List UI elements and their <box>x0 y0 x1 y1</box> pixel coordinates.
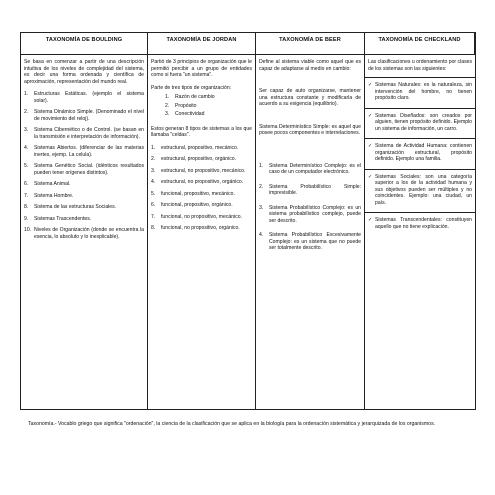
list-item: 6. Sistema Animal. <box>24 181 71 188</box>
jordan-cells-list <box>151 145 252 232</box>
checkland-intro: Las clasificaciones u ordenamiento por clases de los sistemas son las siguientes: <box>368 59 472 72</box>
divider <box>365 212 475 213</box>
list-item: ✓ Sistema de Actividad Humana: contienen organización estructural, propósito definido. Ejemplo una familia. <box>368 143 472 163</box>
list-item: 4. Sistemas Abiertos. (diferenciar de las materias inertes, ejemp. La celula). <box>24 145 144 158</box>
list-item: 1. Estructuras Estáticas. (ejemplo el sistema solar). <box>24 91 144 104</box>
jordan-types-list <box>165 94 252 118</box>
list-item: 9. Sistemas Trascendentes. <box>24 215 92 222</box>
list-item: ✓ Sistemas Sociales: son una categoría superior a los de la actividad humana y sus objetivos pueden ser múltiples y no coincidentes. Ejemplo: una ciudad, un país. <box>368 173 472 206</box>
column-jordan <box>148 55 256 409</box>
boulding-intro: Se basa en comenzar a partir de una descripción intuitiva de los niveles de complejidad del sistema, es decir una forma ordenada y científica de aproximación, representación del mundo real. <box>24 59 144 85</box>
list-item: 8. funcional, no propositivo, orgánico. <box>151 225 240 232</box>
list-item: 2. Propósito <box>165 102 197 109</box>
divider <box>365 108 475 109</box>
list-item: ✓ Sistemas Transcendentales: constituyen aquello que no tiene explicación. <box>368 217 472 230</box>
list-item: 1. Razón de cambio <box>165 94 215 101</box>
boulding-list <box>24 91 144 240</box>
checkmark-icon: ✓ <box>368 82 373 89</box>
beer-list <box>259 163 361 252</box>
list-item: 2. Sistema Probabilístico Simple: imprevisible. <box>259 183 361 197</box>
list-item: 3. Sistema Probabilístico Complejo: es un sistema probabilístico complejo, puede ser descrito. <box>259 204 361 224</box>
divider <box>365 169 475 170</box>
checkmark-icon: ✓ <box>368 173 373 180</box>
list-item: 2. Sistema Dinámico Simple. (Denominado el nivel de movimiento del reloj). <box>24 109 144 122</box>
checkmark-icon: ✓ <box>368 112 373 119</box>
header-boulding: TAXONOMÍA DE BOULDING <box>21 33 148 55</box>
list-item: 2. estructural, propositivo, orgánico. <box>151 156 237 163</box>
list-item: ✓ Sistemas Naturales: es la naturaleza, sin intervención del hombre, no tienen propósito claro. <box>368 82 472 102</box>
taxonomy-table <box>20 32 476 410</box>
header-beer: TAXONOMÍA DE BEER <box>256 33 365 55</box>
checkmark-icon: ✓ <box>368 217 373 224</box>
jordan-intro-types: Parte de tres tipos de organización: <box>151 84 232 91</box>
list-item: 8. Sistema de las estructuras Sociales. <box>24 204 117 211</box>
list-item: 3. Conectividad <box>165 111 205 118</box>
list-item: 4. Sistema Probabilístico Excesivamente Complejo: es un sistema que no puede ser totalmente descrito. <box>259 232 361 252</box>
divider <box>365 77 475 78</box>
list-item: ✓ Sistemas Diseñados: son creados por alguien, tienen propósito definido. Ejemplo un sistema de información, un carro. <box>368 112 472 132</box>
footnote-definition: Taxonomía.- Vocablo griego que significa "ordenación", la ciencia de la clasificación que se aplica en la biología para la ordenación sistemática y jerarquizada de los organismos. <box>28 421 436 427</box>
beer-intro: Define al sistema viable como aquel que es capaz de adaptarse al medio en cambio: <box>259 59 361 72</box>
header-checkland: TAXONOMÍA DE CHECKLAND <box>365 33 475 55</box>
jordan-intro: Partió de 3 principios de organización que le permitió percibir a un grupo de entidades como si fuera "un sistema". <box>151 59 252 79</box>
column-checkland <box>365 55 475 409</box>
list-item: 10. Niveles de Organización (donde se encuentra la esencia, lo absoluto y lo inexplicable). <box>24 227 144 240</box>
list-item: 5. funcional, propositivo, mecánico. <box>151 190 235 197</box>
header-jordan: TAXONOMÍA DE JORDAN <box>148 33 256 55</box>
column-boulding <box>21 55 148 409</box>
checkmark-icon: ✓ <box>368 143 373 150</box>
list-item: 6. funcional, propositivo, orgánico. <box>151 202 233 209</box>
list-item: 5. Sistema Genético Social. (idénticos resultados pueden tener orígenes distintos). <box>24 163 144 176</box>
list-item: 7. funcional, no propositivo, mecánico. <box>151 213 242 220</box>
column-beer <box>256 55 365 409</box>
divider <box>365 138 475 139</box>
beer-simple-paragraph: Sistema Determinístico Simple: es aquel que posee pocos componentes e interrelaciones. <box>259 123 361 137</box>
list-item: 1. Sistema Determinístico Complejo: es el caso de un computador electrónico. <box>259 162 361 176</box>
list-item: 3. estructural, no propositivo, mecánico. <box>151 167 246 174</box>
beer-viable-paragraph: Ser capaz de auto organizarse, mantener una estructura constante y modificarla de acuerdo a su exigencia (equilibrio). <box>259 88 361 108</box>
list-item: 1. estructural, propositivo, mecánico. <box>151 144 239 151</box>
jordan-cells-intro: Estos generan 8 tipos de sistemas a los que llamaba "celdas". <box>151 125 252 139</box>
list-item: 4. estructural, no propositivo, orgánico. <box>151 179 244 186</box>
list-item: 3. Sistema Cibernético o de Control. (se basan en la transmisión e interpretación de información). <box>24 127 144 140</box>
list-item: 7. Sistema Hombre. <box>24 192 74 199</box>
